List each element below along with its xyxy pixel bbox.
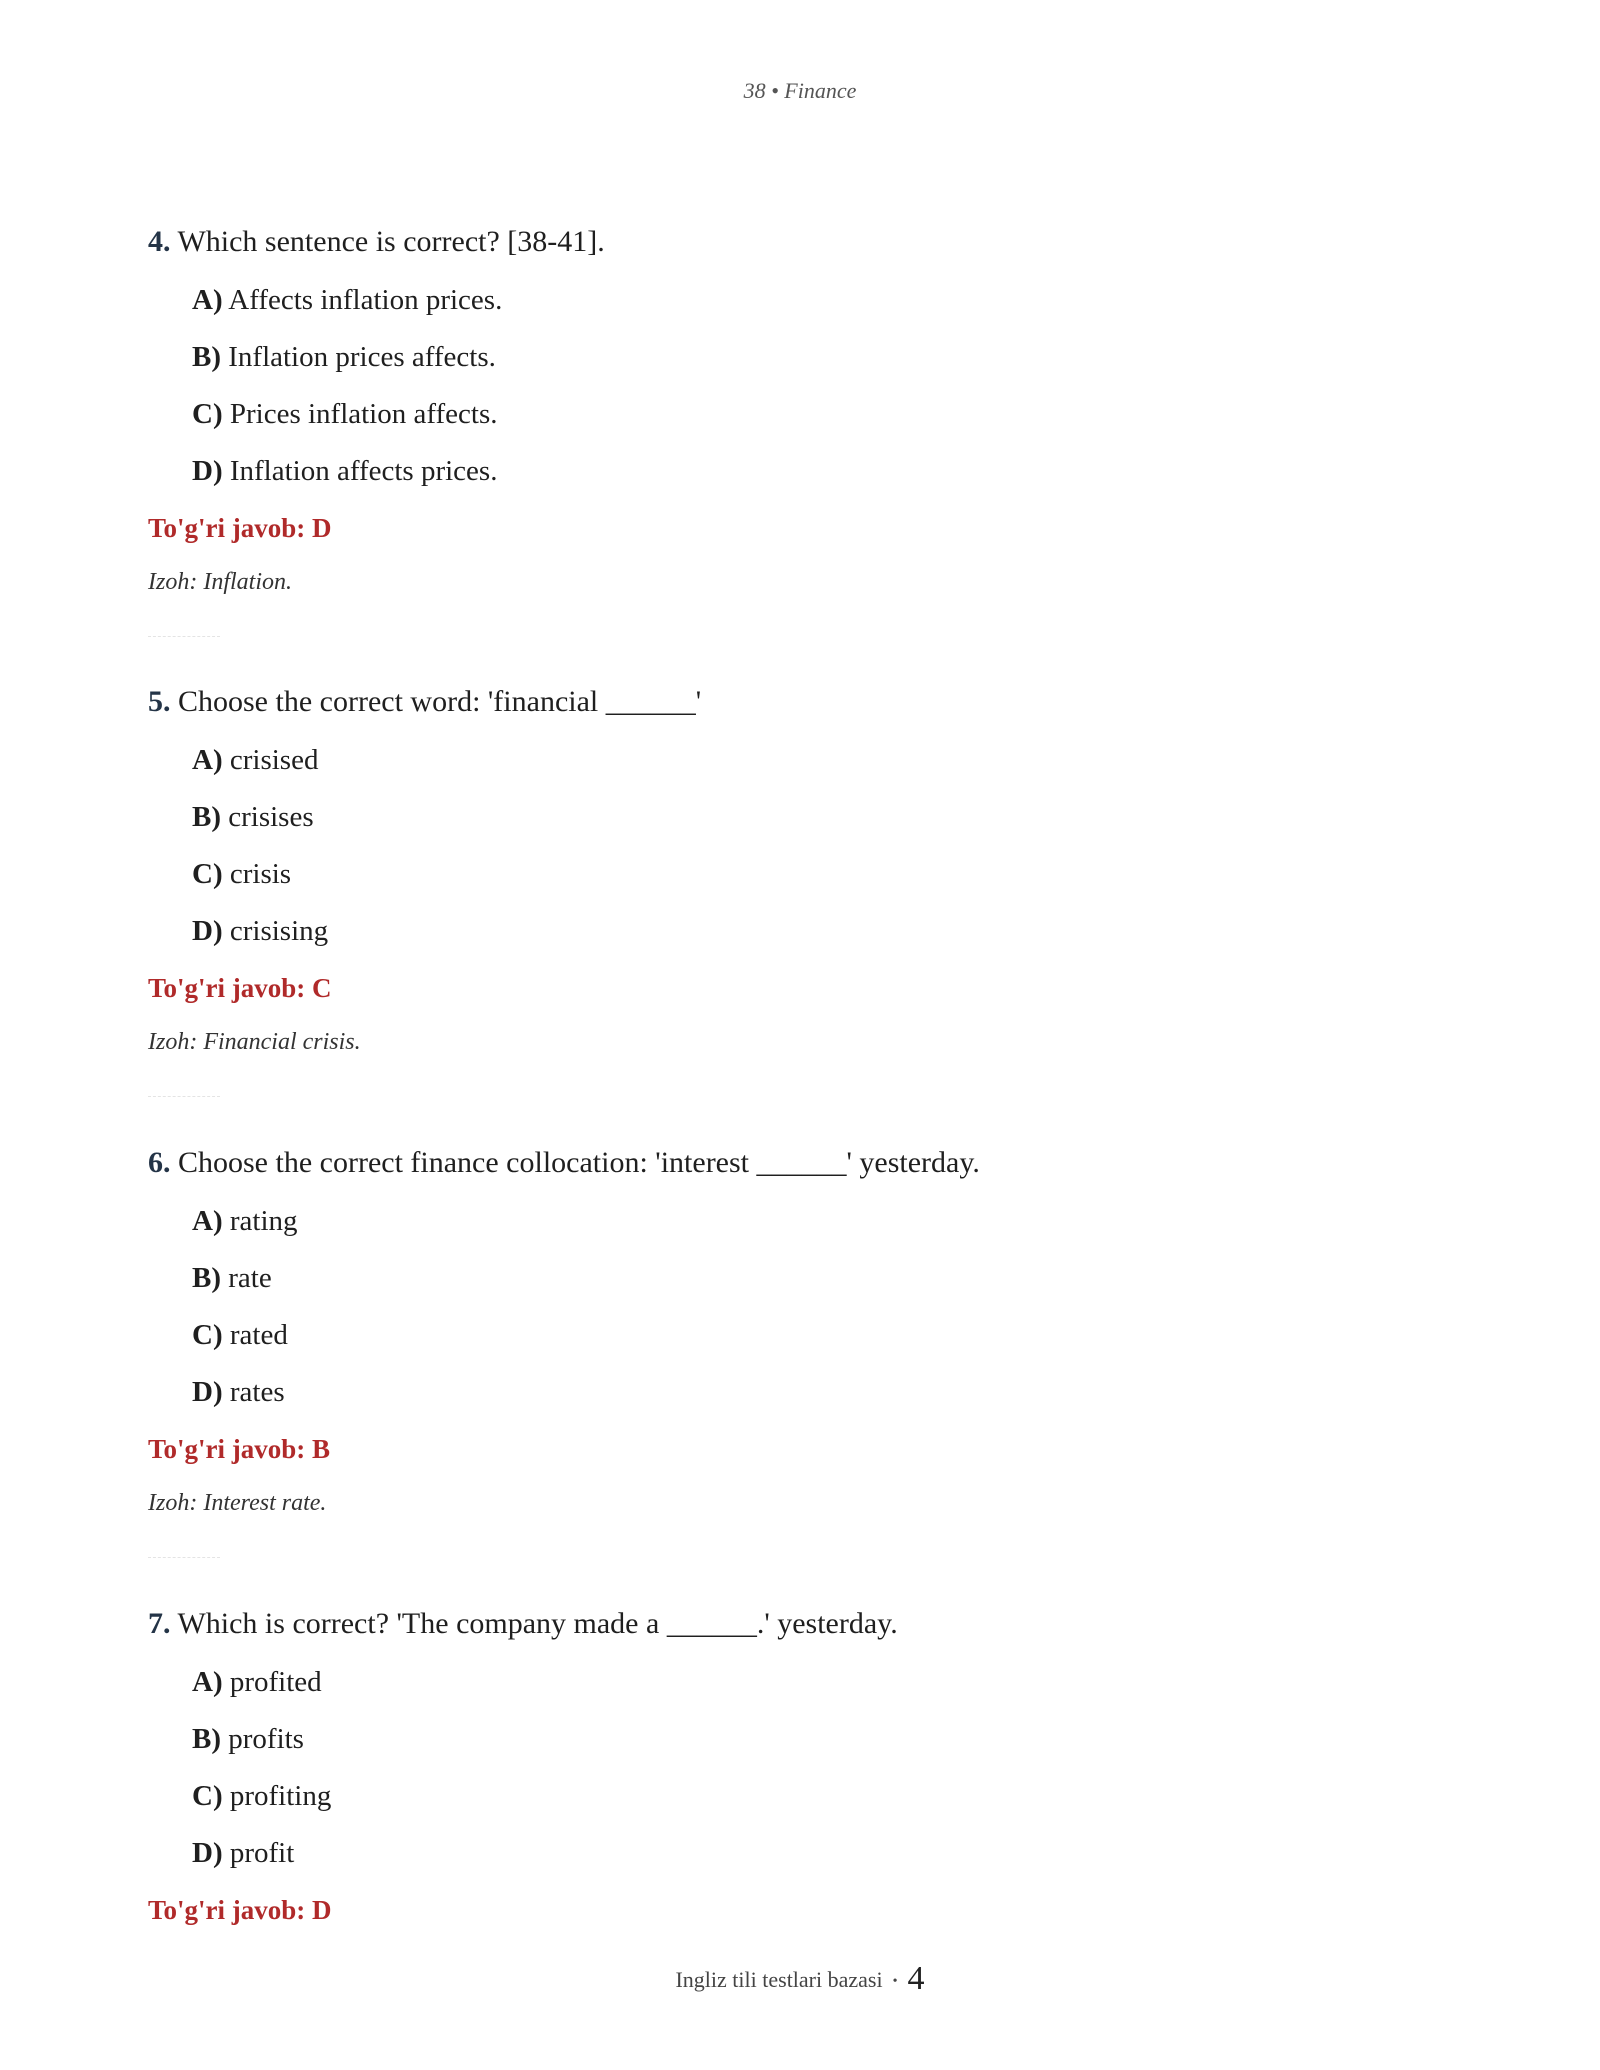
option-c[interactable]: C) crisis [192,858,292,890]
page-number: 4 [907,1960,925,1997]
option-b[interactable]: B) crisises [192,801,314,833]
correct-answer: To'g'ri javob: C [148,973,332,1003]
option-c[interactable]: C) rated [192,1319,288,1351]
explanation: Izoh: Inflation. [148,569,292,595]
question-block [148,1145,1448,1559]
option-b[interactable]: B) profits [192,1723,304,1755]
option-c[interactable]: C) Prices inflation affects. [192,398,498,430]
option-d[interactable]: D) crisising [192,915,329,947]
option-b[interactable]: B) rate [192,1262,272,1294]
correct-answer: To'g'ri javob: D [148,1895,332,1925]
question-text: 5. Choose the correct word: 'financial ______' [148,685,702,718]
option-a[interactable]: A) Affects inflation prices. [192,284,503,316]
options-list [192,1203,1448,1431]
correct-answer: To'g'ri javob: D [148,513,332,543]
options-list [192,282,1448,510]
question-block [148,1606,1448,1928]
correct-answer: To'g'ri javob: B [148,1434,331,1464]
page-footer [0,1960,1600,1998]
option-a[interactable]: A) profited [192,1666,322,1698]
option-c[interactable]: C) profiting [192,1780,332,1812]
divider [148,636,220,638]
option-a[interactable]: A) rating [192,1205,298,1237]
question-block [148,224,1448,638]
explanation: Izoh: Financial crisis. [148,1029,361,1055]
question-block [148,684,1448,1098]
explanation: Izoh: Interest rate. [148,1490,327,1516]
divider [148,1557,220,1559]
options-list [192,742,1448,970]
options-list [192,1664,1448,1892]
option-d[interactable]: D) Inflation affects prices. [192,455,498,487]
option-d[interactable]: D) rates [192,1376,285,1408]
footer-separator: • [892,1973,898,1989]
question-text: 6. Choose the correct finance collocation: 'interest ______' yesterday. [148,1146,980,1179]
option-a[interactable]: A) crisised [192,744,319,776]
page-header: 38 • Finance [743,78,857,103]
footer-title: Ingliz tili testlari bazasi [675,1967,883,1992]
question-text: 7. Which is correct? 'The company made a ______.' yesterday. [148,1607,898,1640]
option-b[interactable]: B) Inflation prices affects. [192,341,496,373]
option-d[interactable]: D) profit [192,1837,295,1869]
question-text: 4. Which sentence is correct? [38-41]. [148,225,605,258]
divider [148,1096,220,1098]
